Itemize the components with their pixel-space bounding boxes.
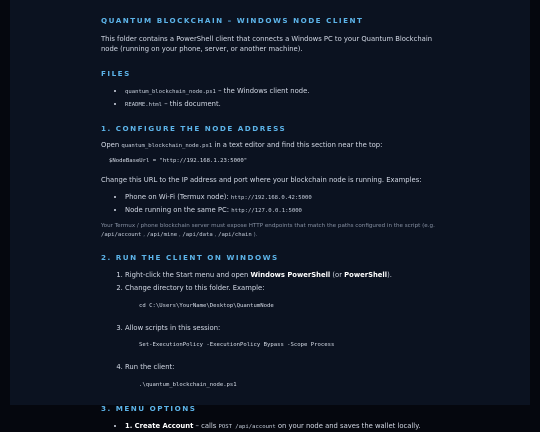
run-heading: 2. RUN THE CLIENT ON WINDOWS bbox=[101, 252, 279, 262]
intro-paragraph: This folder contains a PowerShell client that connects a Windows PC to your Quantum Blockchain node (running on your phone, server, or another machine). bbox=[101, 35, 433, 53]
file-name: README.html bbox=[125, 101, 163, 108]
list-item: • README.html – this document. bbox=[125, 99, 441, 110]
run-client-code-block: .\quantum_blockchain_node.ps1 bbox=[139, 382, 237, 389]
files-list bbox=[101, 86, 441, 110]
examples-list bbox=[101, 192, 441, 216]
endpoint-note: Your Termux / phone blockchain server must expose HTTP endpoints that match the paths configured in the script (e.g. /api/account , /api/mine , /api/data , /api/chain ). bbox=[101, 223, 435, 238]
list-item: • 1. Create Account – calls POST /api/account on your node and saves the wallet locally. bbox=[125, 421, 441, 432]
files-heading: FILES bbox=[101, 68, 131, 78]
menu-options-list bbox=[101, 421, 441, 432]
cd-code-block: cd C:\Users\YourName\Desktop\QuantumNode bbox=[139, 302, 274, 309]
page-title: QUANTUM BLOCKCHAIN – WINDOWS NODE CLIENT bbox=[101, 16, 364, 25]
list-item: 2. Change directory to this folder. Example: cd C:\Users\YourName\Desktop\QuantumNode bbox=[125, 283, 441, 311]
configure-heading: 1. CONFIGURE THE NODE ADDRESS bbox=[101, 123, 287, 133]
list-item: • quantum_blockchain_node.ps1 – the Windows client node. bbox=[125, 86, 441, 97]
document-page bbox=[10, 0, 530, 431]
list-item: 4. Run the client: .\quantum_blockchain_node.ps1 bbox=[125, 362, 441, 390]
config-code-block: $NodeBaseUrl = "http://192.168.1.23:5000" bbox=[109, 158, 248, 165]
configure-change-paragraph: Change this URL to the IP address and port where your blockchain node is running. Examples: bbox=[101, 176, 422, 185]
list-item: 3. Allow scripts in this session: Set-ExecutionPolicy -ExecutionPolicy Bypass -Scope Process bbox=[125, 323, 441, 351]
list-item: 1. Right-click the Start menu and open Windows PowerShell (or PowerShell). bbox=[125, 270, 441, 281]
list-item: • Phone on Wi-Fi (Termux node): http://192.168.0.42:5000 bbox=[125, 192, 441, 203]
execution-policy-code-block: Set-ExecutionPolicy -ExecutionPolicy Bypass -Scope Process bbox=[139, 342, 335, 349]
document-content bbox=[101, 16, 441, 432]
menu-heading: 3. MENU OPTIONS bbox=[101, 404, 197, 414]
run-steps-list bbox=[101, 270, 441, 390]
list-item: • Node running on the same PC: http://127.0.0.1:5000 bbox=[125, 205, 441, 216]
configure-open-paragraph: Open quantum_blockchain_node.ps1 in a text editor and find this section near the top: bbox=[101, 140, 383, 149]
file-name: quantum_blockchain_node.ps1 bbox=[125, 88, 216, 95]
